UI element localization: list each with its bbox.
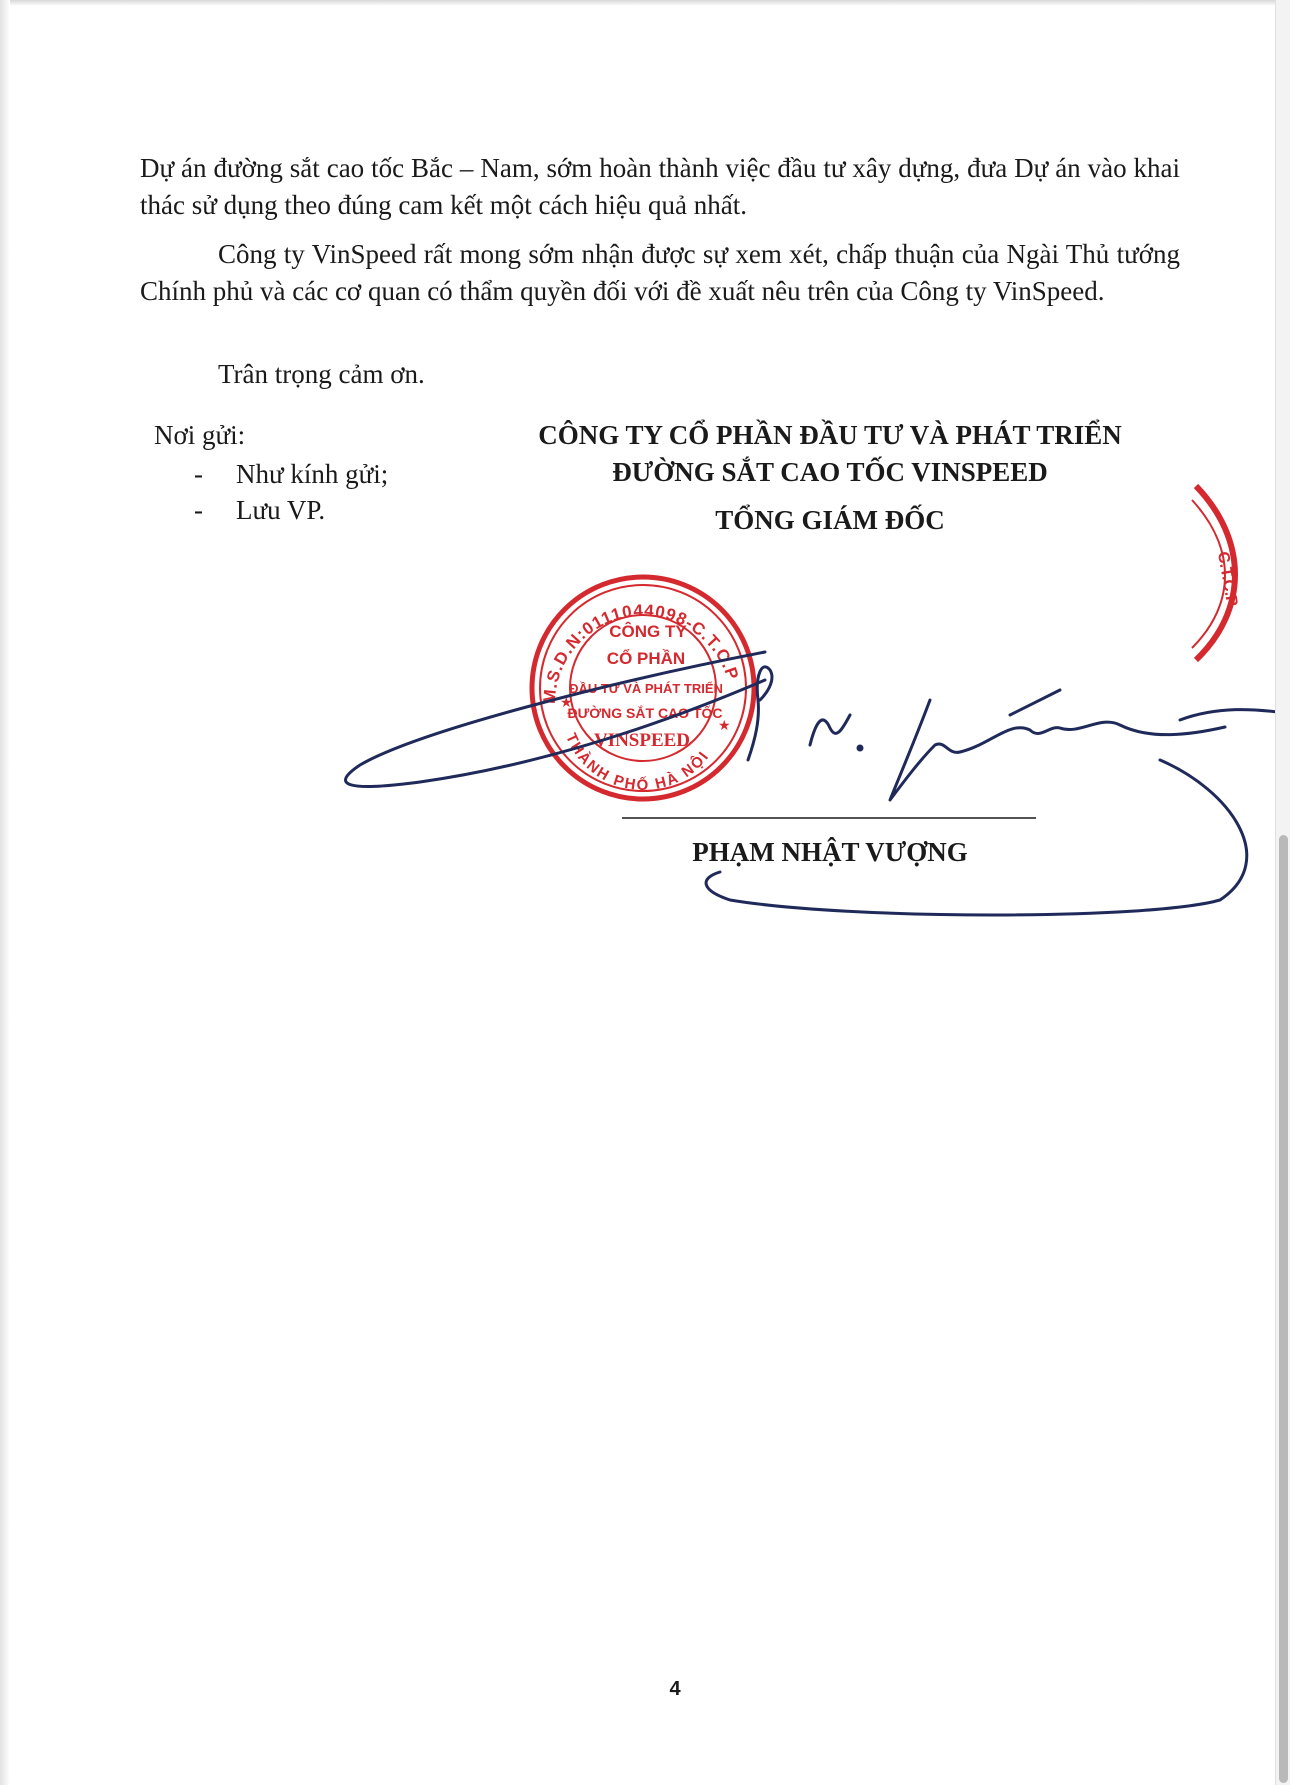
recipients-list: [154, 456, 388, 528]
page-number: 4: [669, 1678, 681, 1700]
bullet-dash: -: [194, 494, 203, 525]
scroll-track[interactable]: [1275, 0, 1290, 1785]
stamp-line: CỔ PHẦN: [606, 649, 686, 668]
page-top-edge: [0, 0, 1290, 6]
stamp-bottom-text: THÀNH PHỐ HÀ NỘI: [562, 730, 714, 794]
recipients-block: [154, 417, 388, 528]
paragraph-project: Dự án đường sắt cao tốc Bắc – Nam, sớm hoàn thành việc đầu tư xây dựng, đưa Dự án vào khai thác sử dụng theo đúng cam kết một cách hiệu quả nhất.: [140, 153, 1180, 220]
recipient-item: [154, 492, 388, 528]
paragraph-thanks: Trân trọng cảm ơn.: [218, 359, 425, 389]
signer-title: TỔNG GIÁM ĐỐC: [715, 505, 945, 535]
page-left-edge: [0, 0, 10, 1785]
company-stamp-icon: [532, 577, 754, 799]
recipient-text: Lưu VP.: [236, 494, 326, 525]
stamp-line: ĐƯỜNG SẮT CAO TỐC: [567, 705, 723, 721]
stamp-line: ĐẦU TƯ VÀ PHÁT TRIỂN: [569, 681, 723, 696]
bullet-dash: -: [194, 458, 203, 489]
svg-text:C.T.C.P: C.T.C.P: [1213, 550, 1241, 608]
paragraph-request: Công ty VinSpeed rất mong sớm nhận được sự xem xét, chấp thuận của Ngài Thủ tướng Chính phủ và các cơ quan có thẩm quyền đối với đề xuất nêu trên của Công ty VinSpeed.: [140, 239, 1180, 306]
signer-name: PHẠM NHẬT VƯỢNG: [692, 837, 968, 867]
svg-text:THÀNH PHỐ HÀ NỘI: [562, 731, 713, 794]
stamp-line: CÔNG TY: [609, 622, 687, 641]
svg-text:★: ★: [718, 719, 731, 734]
recipients-label: Nơi gửi:: [154, 420, 246, 450]
scrollbar-thumb[interactable]: [1279, 835, 1288, 1783]
svg-text:M.S.D.N:0111044098-C.T.C.P: [540, 601, 743, 705]
recipient-text: Như kính gửi;: [236, 458, 389, 489]
recipient-item: [154, 456, 388, 492]
stamp-ring-text: M.S.D.N:0111044098-C.T.C.P: [539, 600, 743, 705]
company-name-line1: CÔNG TY CỔ PHẦN ĐẦU TƯ VÀ PHÁT TRIỂN: [538, 420, 1122, 450]
stamp-line: VINSPEED: [593, 730, 691, 751]
svg-text:★: ★: [560, 696, 573, 711]
signature-icon: [346, 652, 1278, 915]
edge-stamp-icon: [1192, 486, 1240, 660]
company-name-line2: ĐƯỜNG SẮT CAO TỐC VINSPEED: [612, 457, 1048, 487]
